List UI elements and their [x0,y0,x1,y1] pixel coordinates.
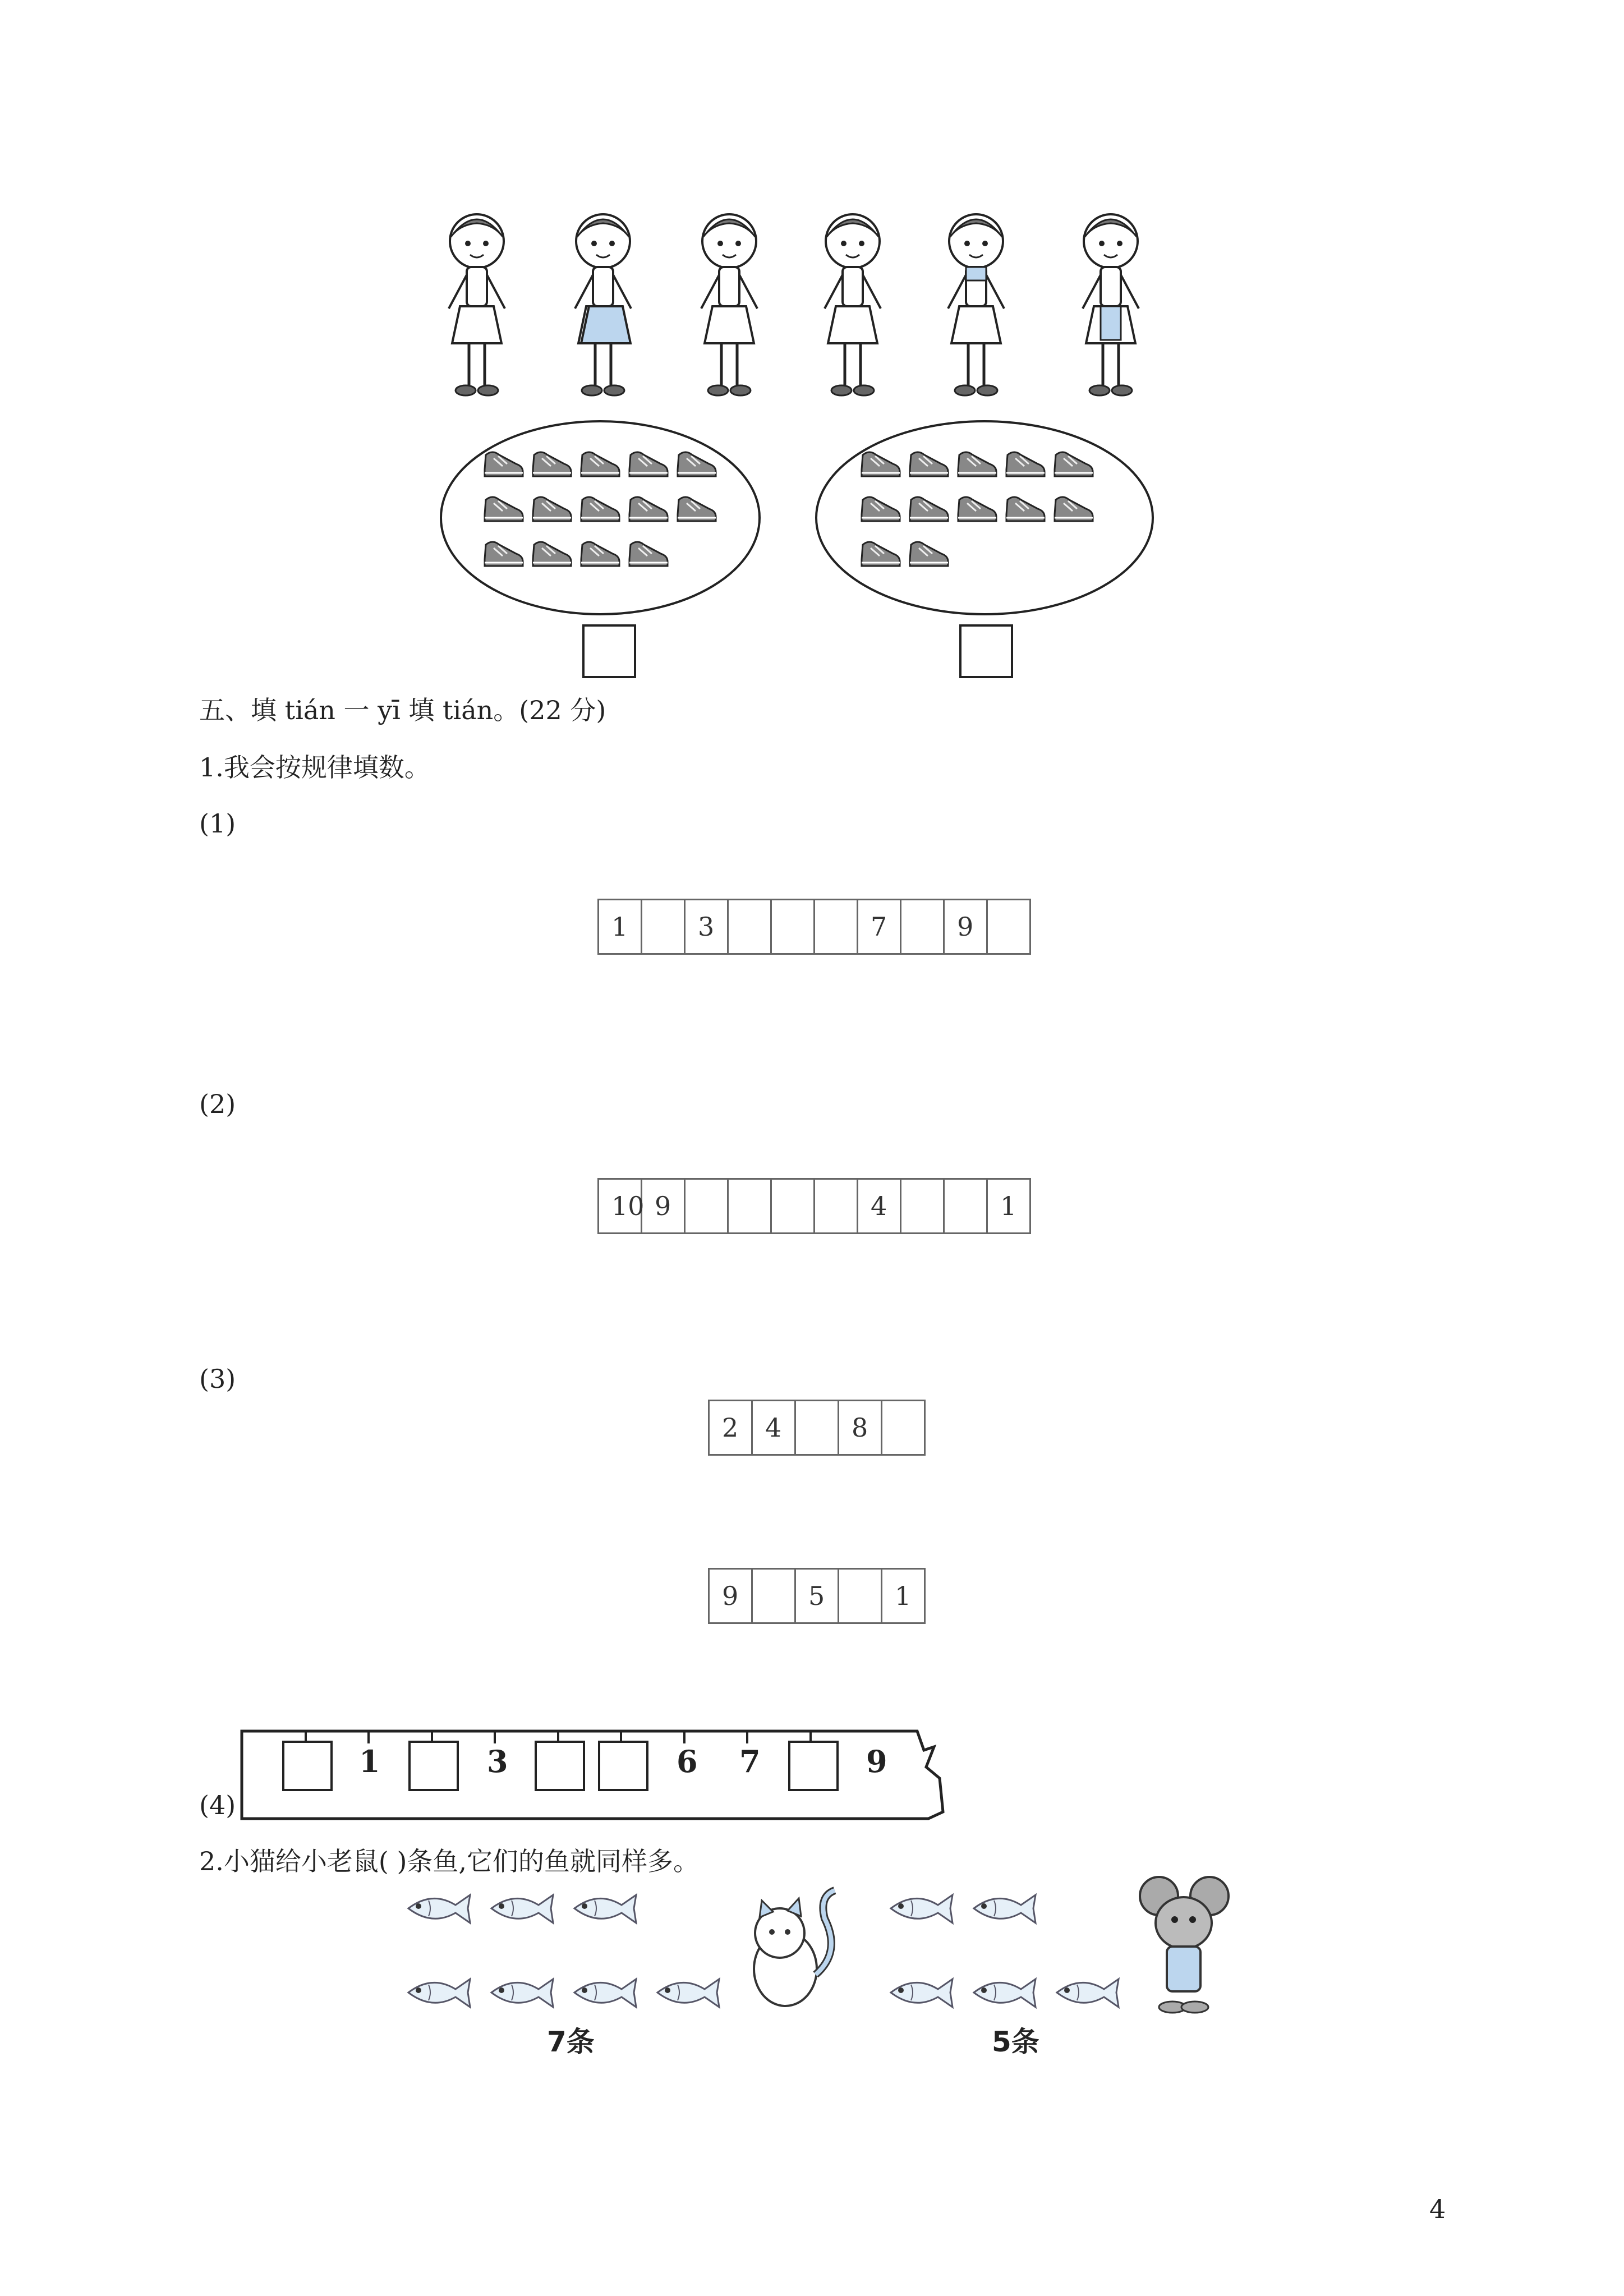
blank-answer-cell[interactable] [882,1401,926,1456]
blank-answer-cell[interactable] [729,1180,772,1234]
sequence-row-3a [708,1400,926,1456]
fish-icon [891,1895,953,1923]
blank-answer-cell[interactable] [772,900,815,955]
question-1-title: 1.我会按规律填数。 [199,752,430,783]
girl-figure-icon [1083,214,1139,395]
ruler-number: 7 [739,1743,761,1779]
left-shoe-oval [438,418,763,620]
part-2-label: (2) [199,1089,236,1119]
ruler-answer-box-4[interactable] [535,1741,585,1791]
blank-answer-cell[interactable] [945,1180,988,1234]
part-4-label: (4) [199,1790,236,1820]
blank-answer-cell[interactable] [796,1401,839,1456]
cat-icon [754,1890,835,2006]
section-heading: 五、填 tián 一 yī 填 tián。(22 分) [199,695,606,725]
ruler-answer-box-8[interactable] [788,1741,839,1791]
cat-fish-count-label: 7条 [547,2026,595,2058]
fish-icon [491,1979,553,2007]
blank-answer-cell[interactable] [901,1180,945,1234]
given-number-cell: 1 [882,1570,926,1624]
ruler-answer-box-0[interactable] [282,1741,333,1791]
right-shoe-oval [813,418,1156,620]
fish-icon [408,1895,470,1923]
girl-figure-icon [825,214,881,395]
ruler [238,1722,956,1823]
blank-answer-cell[interactable] [839,1570,882,1624]
blank-answer-cell[interactable] [815,1180,858,1234]
given-number-cell: 5 [796,1570,839,1624]
part-1-label: (1) [199,808,236,839]
blank-answer-cell[interactable] [901,900,945,955]
blank-answer-cell[interactable] [815,900,858,955]
given-number-cell: 7 [858,900,901,955]
fish-illustration [393,1874,1245,2036]
blank-answer-cell[interactable] [686,1180,729,1234]
ruler-answer-box-2[interactable] [408,1741,459,1791]
ruler-number: 9 [866,1743,887,1779]
fish-icon [974,1895,1036,1923]
given-number-cell: 4 [858,1180,901,1234]
given-number-cell: 8 [839,1401,882,1456]
given-number-cell: 9 [710,1570,753,1624]
blank-answer-cell[interactable] [772,1180,815,1234]
given-number-cell: 9 [642,1180,686,1234]
question-2-title: 2.小猫给小老鼠( )条鱼,它们的鱼就同样多。 [199,1846,700,1876]
given-number-cell: 3 [686,900,729,955]
mouse-icon [1140,1877,1229,2013]
girl-figure-icon [701,214,757,395]
ruler-number: 1 [359,1743,380,1779]
fish-icon [574,1895,636,1923]
given-number-cell: 4 [753,1401,796,1456]
blank-answer-cell[interactable] [729,900,772,955]
fish-icon [657,1979,719,2007]
girl-figure-icon [948,214,1004,395]
sequence-row-1 [597,899,1031,955]
fish-icon [574,1979,636,2007]
ruler-answer-box-5[interactable] [598,1741,648,1791]
fish-icon [891,1979,953,2007]
part-3-label: (3) [199,1364,236,1394]
fish-icon [1057,1979,1119,2007]
left-count-answer-box[interactable] [582,624,636,678]
fish-icon [408,1979,470,2007]
girls-illustration [432,185,1184,404]
blank-answer-cell[interactable] [642,900,686,955]
sequence-row-3b [708,1568,926,1624]
given-number-cell: 1 [599,900,642,955]
blank-answer-cell[interactable] [753,1570,796,1624]
right-count-answer-box[interactable] [959,624,1013,678]
girl-figure-icon [575,214,631,395]
ruler-number: 3 [487,1743,508,1779]
page-number: 4 [1429,2194,1446,2224]
girl-figure-icon [449,214,505,395]
fish-icon [974,1979,1036,2007]
blank-answer-cell[interactable] [988,900,1031,955]
given-number-cell: 2 [710,1401,753,1456]
given-number-cell: 9 [945,900,988,955]
mouse-fish-count-label: 5条 [992,2026,1039,2058]
ruler-number: 6 [677,1743,698,1779]
sequence-row-2 [597,1178,1031,1234]
given-number-cell: 1 [988,1180,1031,1234]
fish-icon [491,1895,553,1923]
given-number-cell: 10 [599,1180,642,1234]
